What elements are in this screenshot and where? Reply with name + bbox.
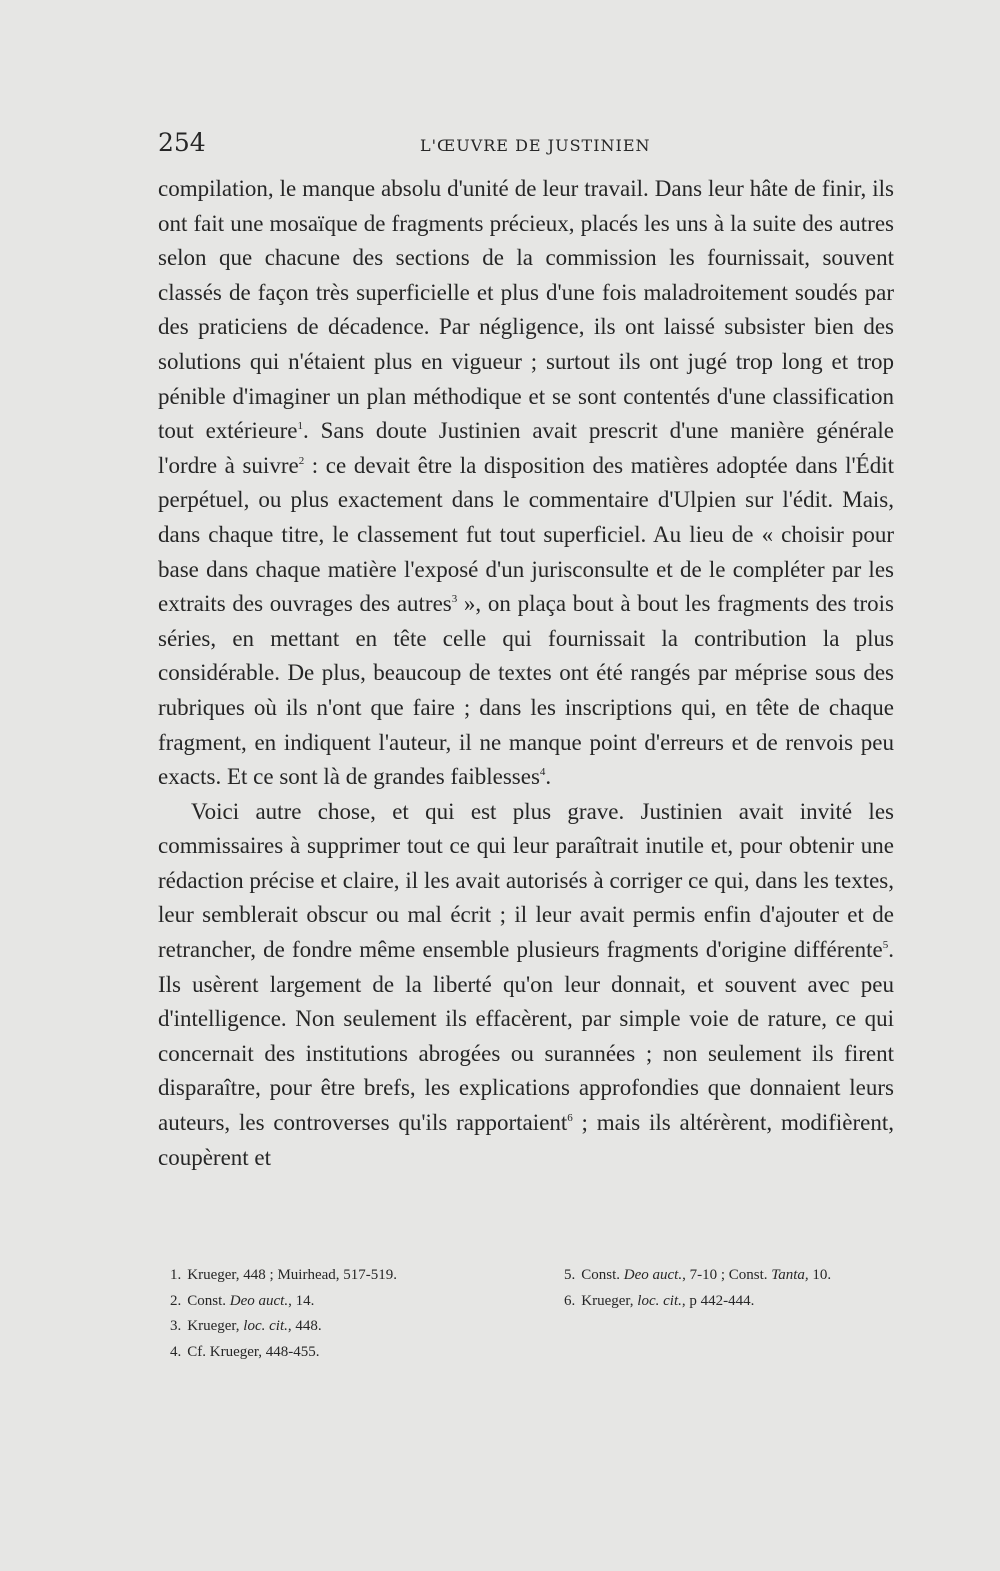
footnote-3: 3. Krueger, loc. cit., 448. bbox=[170, 1318, 322, 1334]
paragraph-2-text-b: . Ils usèrent largement de la liberté qu'on leur donnait, et souvent avec peu d'intelligence. Non seulement ils effacèrent, par simple voie de rature, ce qui concernait des institutions abrogées ou surannées ; non seulement ils firent disparaître, pour être brefs, les explications approfondies que donnaient leurs auteurs, les controverses qu'ils rapportaient bbox=[158, 937, 894, 1136]
footnote-ref-1: 1 bbox=[297, 420, 304, 433]
footnotes-right-column bbox=[564, 1263, 894, 1314]
paragraph-1-text-a: compilation, le manque absolu d'unité de leur travail. Dans leur hâte de finir, ils ont fait une mosaïque de fragments précieux, placés les uns à la suite des autres selon que chacune des sections de la commission les fournissait, souvent classés de façon très superficielle et plus d'une fois maladroitement soudés par des praticiens de décadence. Par négligence, ils ont laissé subsister bien des solutions qui n'étaient plus en vigueur ; surtout ils ont jugé trop long et trop pénible d'imaginer un plan méthodique et se sont contentés d'une classification tout extérieure bbox=[158, 176, 894, 444]
footnote-ref-5: 5 bbox=[882, 939, 889, 952]
page-number: 254 bbox=[158, 128, 206, 157]
footnote-2: 2. Const. Deo auct., 14. bbox=[170, 1292, 315, 1309]
paragraph-1-text-b: . Sans doute Justinien avait prescrit d'une manière générale l'ordre à suivre bbox=[158, 418, 895, 478]
page-header bbox=[158, 128, 894, 164]
paragraph-1-text-e: . bbox=[545, 764, 552, 790]
footnote-ref-2: 2 bbox=[298, 454, 305, 467]
footnote-6: 6. Krueger, loc. cit., p 442-444. bbox=[564, 1292, 755, 1309]
footnotes-left-column bbox=[170, 1263, 530, 1365]
footnote-ref-6: 6 bbox=[567, 1112, 573, 1125]
paragraph-2-text-a: Voici autre chose, et qui est plus grave. Justinien avait invité les commissaires à supprimer tout ce qui leur paraîtrait inutile et, pour obtenir une rédaction précise et claire, il les avait autorisés à corriger ce qui, dans les textes, leur semblerait obscur ou mal écrit ; il leur avait permis enfin d'ajouter et de retrancher, de fondre même ensemble plusieurs fragments d'origine différente bbox=[158, 798, 894, 963]
footnote-5: 5. Const. Deo auct., 7-10 ; Const. Tanta, 10. bbox=[564, 1267, 832, 1283]
paragraph-2 bbox=[158, 795, 894, 1176]
footnote-ref-3: 3 bbox=[451, 593, 458, 606]
footnote-4: 4. Cf. Krueger, 448-455. bbox=[170, 1343, 320, 1360]
paragraph-1 bbox=[158, 172, 894, 795]
running-title: L'ŒUVRE DE JUSTINIEN bbox=[420, 136, 651, 155]
body-text bbox=[158, 172, 894, 1175]
paragraph-1-text-c: : ce devait être la disposition des matières adoptée dans l'Édit perpétuel, ou plus exactement dans le commentaire d'Ulpien sur l'édit. Mais, dans chaque titre, le classement fut tout superficiel. Au lieu de « choisir pour base dans chaque matière l'exposé d'un jurisconsulte et de le compléter par les extraits des ouvrages des autres bbox=[158, 452, 895, 617]
paragraph-2-text-c: ; mais ils altérèrent, modifièrent, coupèrent et bbox=[158, 1110, 894, 1170]
paragraph-1-text-d: », on plaça bout à bout les fragments des trois séries, en mettant en tête celle qui fournissait la contribution la plus considérable. De plus, beaucoup de textes ont été rangés par méprise sous des rubriques où ils n'ont que faire ; dans les inscriptions qui, en tête de chaque fragment, en indiquent l'auteur, il ne manque point d'erreurs et de renvois peu exacts. Et ce sont là de grandes faiblesses bbox=[158, 591, 894, 790]
footnote-1: 1. Krueger, 448 ; Muirhead, 517-519. bbox=[170, 1267, 398, 1283]
footnote-ref-4: 4 bbox=[539, 766, 546, 779]
